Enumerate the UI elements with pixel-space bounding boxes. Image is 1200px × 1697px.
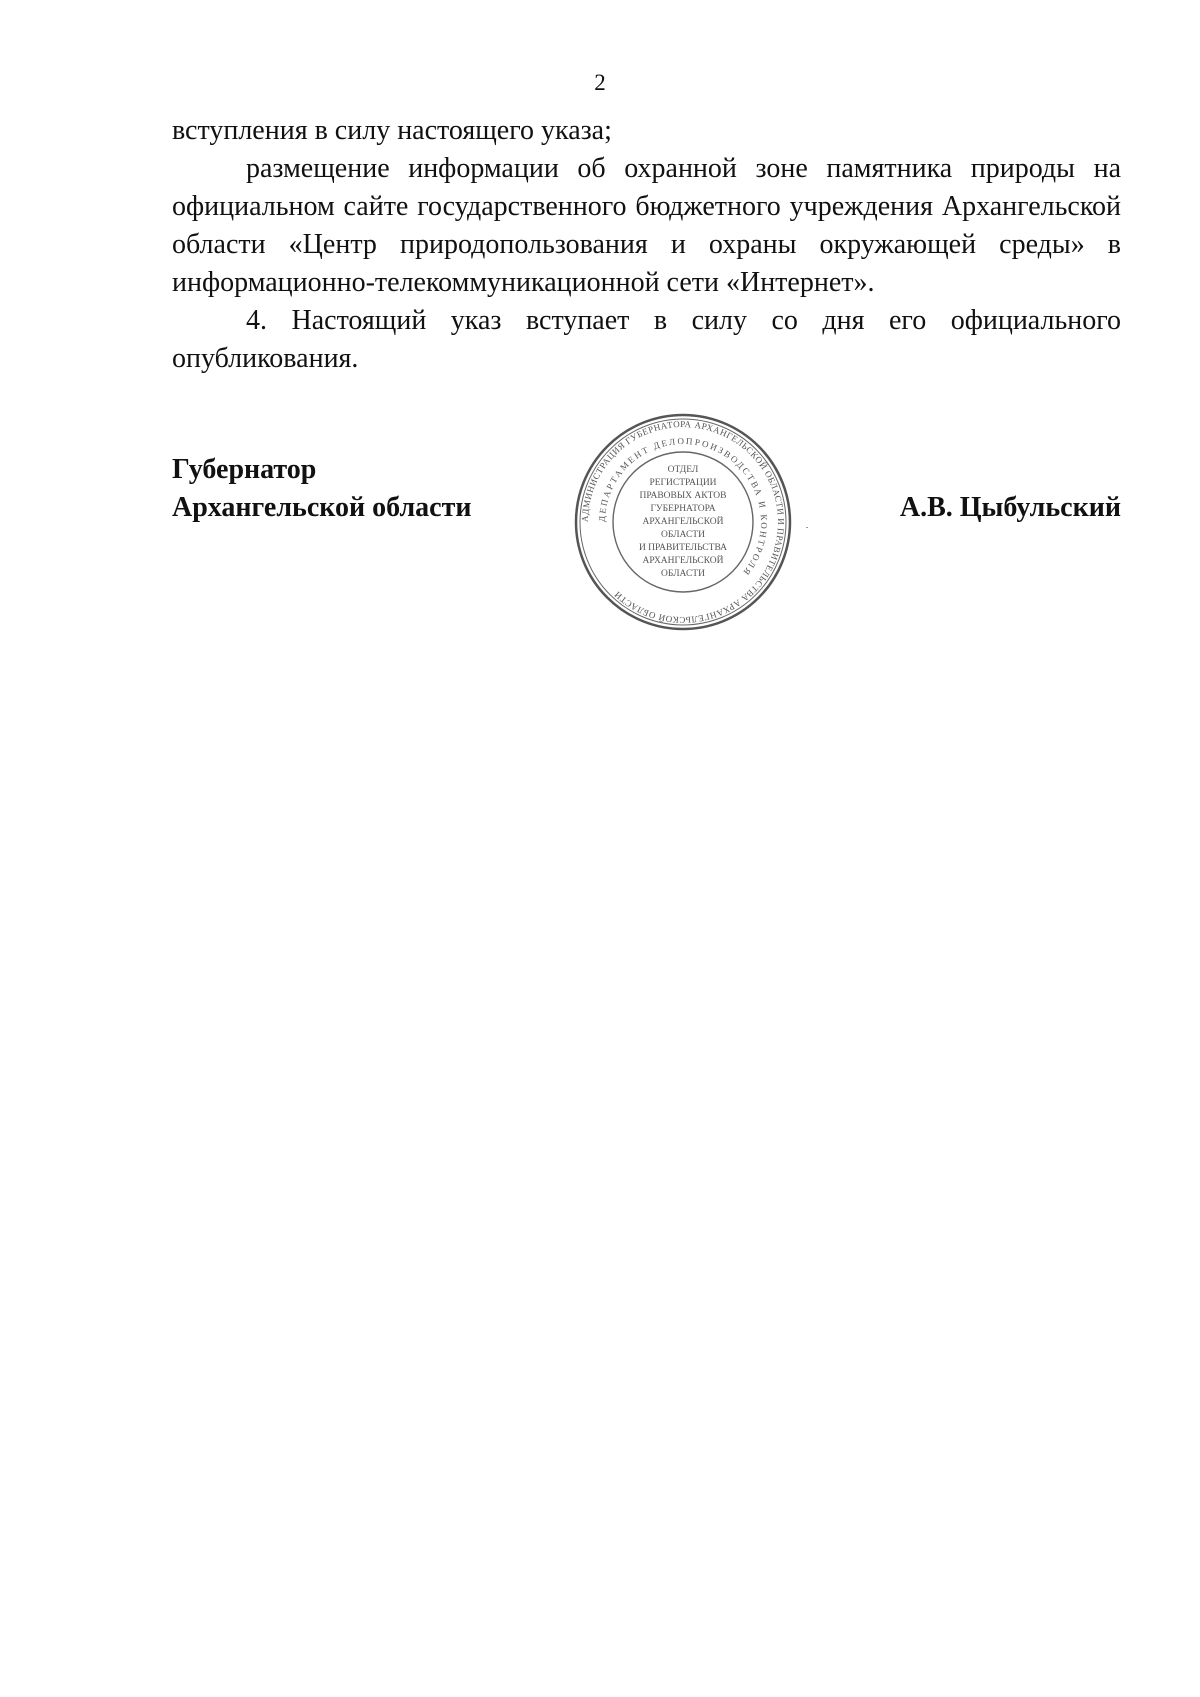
paragraph-website-publication: размещение информации об охранной зоне памятника природы на официальном сайте государственного бюджетного учреждения Архангельской области «Центр природопользования и охраны окружающей среды» в информационно-телекоммуникационной сети «Интернет». (172, 153, 1121, 298)
seal-center-line: АРХАНГЕЛЬСКОЙ (642, 556, 724, 566)
seal-inner-text: ДЕПАРТАМЕНТ ДЕЛОПРОИЗВОДСТВА И КОНТРОЛЯ (596, 435, 770, 579)
signatory-title-line1: Губернатор (172, 454, 317, 485)
seal-graphic (573, 412, 793, 632)
signatory-title-line2: Архангельской области (172, 492, 472, 523)
official-seal (573, 412, 793, 632)
seal-center-line: РЕГИСТРАЦИИ (649, 478, 717, 488)
seal-center-line: ОТДЕЛ (667, 465, 699, 475)
seal-center-line: ОБЛАСТИ (661, 569, 705, 579)
paragraph-continuation: вступления в силу настоящего указа; (172, 115, 612, 146)
seal-center-line: ГУБЕРНАТОРА (650, 504, 716, 514)
document-body (172, 112, 1121, 378)
seal-center-line: ОБЛАСТИ (661, 530, 705, 540)
seal-center-line: И ПРАВИТЕЛЬСТВА (638, 543, 728, 553)
seal-outer-text: АДМИНИСТРАЦИЯ ГУБЕРНАТОРА АРХАНГЕЛЬСКОЙ ОБЛАСТИ И ПРАВИТЕЛЬСТВА АРХАНГЕЛЬСКОЙ ОБЛАСТИ (579, 418, 787, 626)
paragraph-effective-date: 4. Настоящий указ вступает в силу со дня его официального опубликования. (172, 305, 1121, 374)
seal-center-line: АРХАНГЕЛЬСКОЙ (642, 517, 724, 527)
seal-center-line: ПРАВОВЫХ АКТОВ (639, 491, 727, 501)
signatory-title (172, 451, 472, 527)
page-number: 2 (594, 70, 606, 95)
scan-speck (806, 527, 808, 528)
signatory-name: А.В. Цыбульский (899, 492, 1121, 523)
